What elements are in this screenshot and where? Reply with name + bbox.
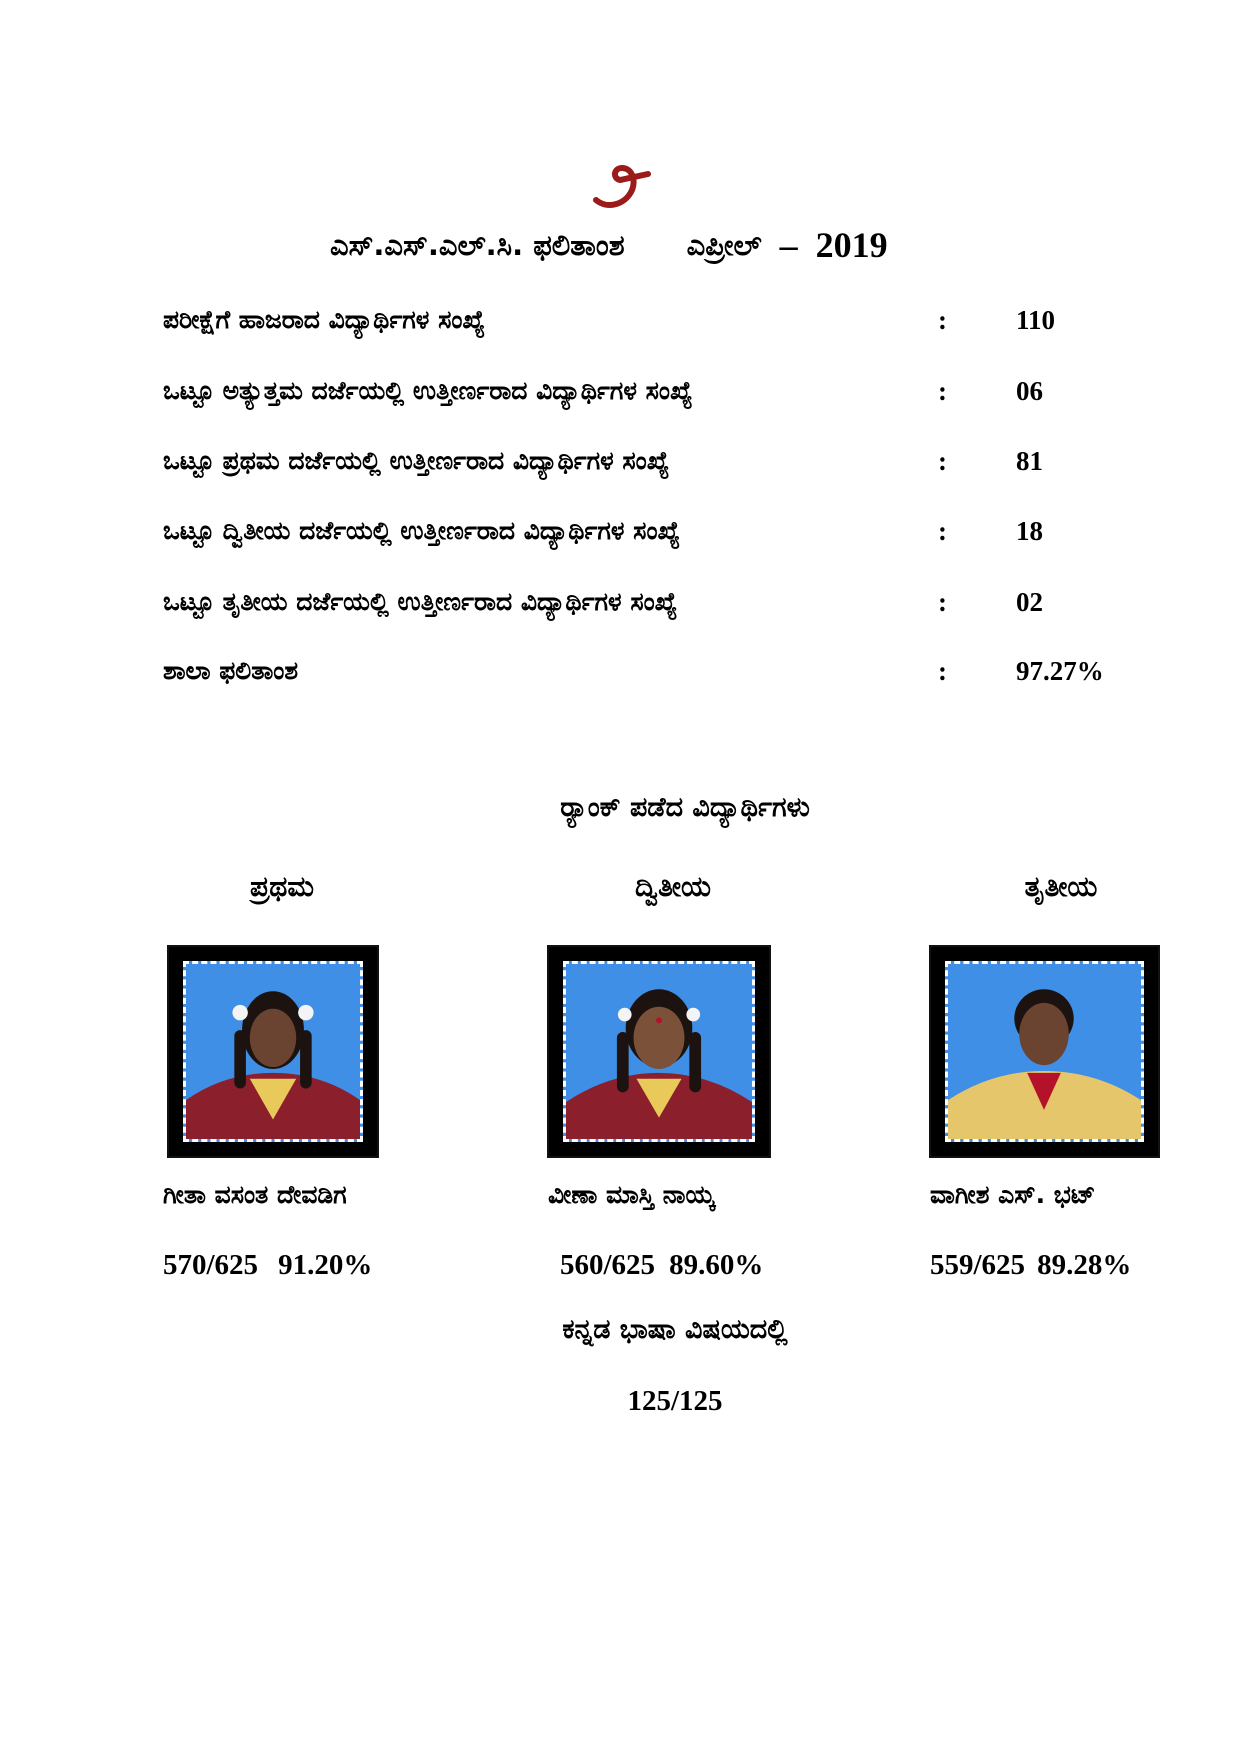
stat-row-appeared bbox=[163, 298, 1103, 342]
stat-row-first-class bbox=[163, 439, 1103, 483]
stat-colon: : bbox=[938, 656, 947, 686]
rank-heading: ರ್‍ಯಾಂಕ್ ಪಡೆದ ವಿದ್ಯಾರ್ಥಿಗಳು bbox=[560, 792, 810, 823]
stat-label: ಒಟ್ಟೂ ಪ್ರಥಮ ದರ್ಜೆಯಲ್ಲಿ ಉತ್ತೀರ್ಣರಾದ ವಿದ್ಯಾರ್ಥಿಗಳ ಸಂಖ್ಯೆ bbox=[163, 446, 670, 475]
stat-value: 81 bbox=[1016, 446, 1043, 476]
stat-row-second-class bbox=[163, 509, 1103, 553]
student-score-third bbox=[930, 1249, 1131, 1282]
page-title bbox=[330, 220, 888, 270]
stat-row-distinction bbox=[163, 369, 1103, 413]
student-marks: 570/625 bbox=[163, 1249, 259, 1281]
school-emblem-icon bbox=[588, 160, 658, 210]
student-marks: 560/625 bbox=[560, 1249, 656, 1281]
stat-label: ಒಟ್ಟೂ ದ್ವಿತೀಯ ದರ್ಜೆಯಲ್ಲಿ ಉತ್ತೀರ್ಣರಾದ ವಿದ್ಯಾರ್ಥಿಗಳ ಸಂಖ್ಯೆ bbox=[163, 516, 681, 545]
place-label-third: ತೃತೀಯ bbox=[1024, 870, 1098, 903]
stat-row-third-class bbox=[163, 580, 1103, 624]
student-score-second bbox=[560, 1249, 763, 1282]
stat-value: 97.27% bbox=[1016, 656, 1104, 686]
student-score-first bbox=[163, 1249, 372, 1282]
student-name-third: ವಾಗೀಶ ಎಸ್. ಭಟ್ bbox=[930, 1180, 1096, 1209]
stat-value: 18 bbox=[1016, 516, 1043, 546]
student-photo-frame bbox=[547, 945, 771, 1158]
student-percent: 91.20% bbox=[278, 1249, 373, 1281]
place-label-first: ಪ್ರಥಮ bbox=[250, 870, 314, 903]
stat-colon: : bbox=[938, 446, 947, 476]
student-photo-frame bbox=[167, 945, 379, 1158]
exam-year: 2019 bbox=[815, 225, 888, 265]
stat-label: ಒಟ್ಟೂ ತೃತೀಯ ದರ್ಜೆಯಲ್ಲಿ ಉತ್ತೀರ್ಣರಾದ ವಿದ್ಯಾರ್ಥಿಗಳ ಸಂಖ್ಯೆ bbox=[163, 587, 678, 616]
stat-row-school-result bbox=[163, 649, 1103, 693]
student-photo-frame bbox=[929, 945, 1160, 1158]
stat-value: 02 bbox=[1016, 587, 1043, 617]
title-dash: – bbox=[779, 225, 798, 265]
student-photo-girl bbox=[563, 961, 755, 1142]
stat-colon: : bbox=[938, 516, 947, 546]
stat-label: ಶಾಲಾ ಫಲಿತಾಂಶ bbox=[163, 656, 299, 685]
exam-month: ಎಪ್ರೀಲ್ bbox=[686, 227, 762, 262]
student-name-second: ವೀಣಾ ಮಾಸ್ತಿ ನಾಯ್ಕ bbox=[548, 1180, 715, 1209]
stat-label: ಒಟ್ಟೂ ಅತ್ಯುತ್ತಮ ದರ್ಜೆಯಲ್ಲಿ ಉತ್ತೀರ್ಣರಾದ ವಿದ್ಯಾರ್ಥಿಗಳ ಸಂಖ್ಯೆ bbox=[163, 376, 693, 405]
kannada-subject-label: ಕನ್ನಡ ಭಾಷಾ ವಿಷಯದಲ್ಲಿ bbox=[562, 1314, 788, 1345]
student-photo-boy bbox=[945, 961, 1144, 1142]
stat-value: 06 bbox=[1016, 376, 1043, 406]
result-title: ಎಸ್.ಎಸ್.ಎಲ್.ಸಿ. ಫಲಿತಾಂಶ bbox=[330, 227, 625, 262]
stat-colon: : bbox=[938, 587, 947, 617]
stat-value: 110 bbox=[1016, 305, 1056, 335]
student-percent: 89.60% bbox=[669, 1249, 764, 1281]
kannada-subject-score: 125/125 bbox=[627, 1385, 723, 1417]
student-name-first: ಗೀತಾ ವಸಂತ ದೇವಡಿಗ bbox=[163, 1180, 347, 1209]
stat-label: ಪರೀಕ್ಷೆಗೆ ಹಾಜರಾದ ವಿದ್ಯಾರ್ಥಿಗಳ ಸಂಖ್ಯೆ bbox=[163, 305, 486, 334]
stat-colon: : bbox=[938, 305, 947, 335]
stat-colon: : bbox=[938, 376, 947, 406]
place-label-second: ದ್ವಿತೀಯ bbox=[635, 870, 711, 903]
student-marks: 559/625 bbox=[930, 1249, 1026, 1281]
student-photo-girl bbox=[183, 961, 363, 1142]
student-percent: 89.28% bbox=[1037, 1249, 1132, 1281]
